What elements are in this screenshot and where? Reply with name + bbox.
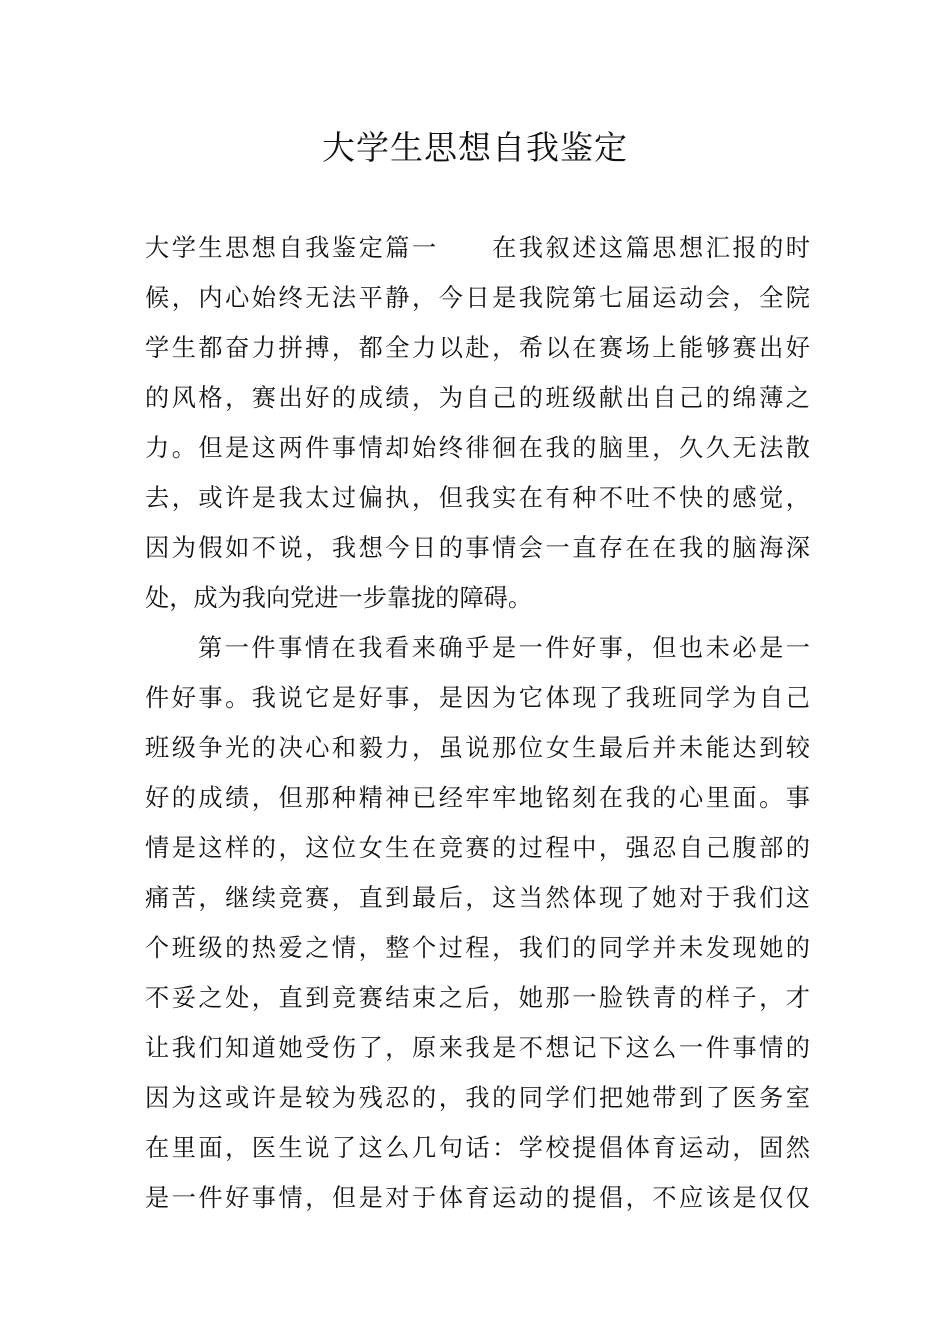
paragraph-line: 个班级的热爱之情，整个过程，我们的同学并未发现她的 [145, 934, 810, 962]
paragraph-line: 因为假如不说，我想今日的事情会一直存在在我的脑海深 [145, 534, 810, 562]
paragraph-line: 是一件好事情，但是对于体育运动的提倡，不应该是仅仅 [145, 1184, 810, 1212]
paragraph-line: 在里面，医生说了这么几句话：学校提倡体育运动，固然 [145, 1134, 810, 1162]
paragraph-line: 力。但是这两件事情却始终徘徊在我的脑里，久久无法散 [145, 434, 810, 462]
document-title: 大学生思想自我鉴定 [322, 128, 628, 167]
paragraph-line: 的风格，赛出好的成绩，为自己的班级献出自己的绵薄之 [145, 384, 810, 412]
paragraph-line: 去，或许是我太过偏执，但我实在有种不吐不快的感觉， [145, 484, 810, 512]
paragraph-line: 不妥之处，直到竞赛结束之后，她那一脸铁青的样子，才 [145, 984, 810, 1012]
paragraph-line: 情是这样的，这位女生在竞赛的过程中，强忍自己腹部的 [145, 834, 810, 862]
paragraph-line: 让我们知道她受伤了，原来我是不想记下这么一件事情的 [145, 1034, 810, 1062]
paragraph-line: 候，内心始终无法平静，今日是我院第七届运动会，全院 [145, 284, 810, 312]
paragraph-line: 因为这或许是较为残忍的，我的同学们把她带到了医务室 [145, 1084, 810, 1112]
paragraph-line: 好的成绩，但那种精神已经牢牢地铭刻在我的心里面。事 [145, 784, 810, 812]
paragraph-line: 件好事。我说它是好事，是因为它体现了我班同学为自己 [145, 684, 810, 712]
paragraph-line: 班级争光的决心和毅力，虽说那位女生最后并未能达到较 [145, 734, 810, 762]
paragraph-line: 第一件事情在我看来确乎是一件好事，但也未必是一 [198, 634, 810, 662]
paragraph-line: 大学生思想自我鉴定篇一 在我叙述这篇思想汇报的时 [145, 234, 810, 262]
paragraph-line: 痛苦，继续竞赛，直到最后，这当然体现了她对于我们这 [145, 884, 810, 912]
paragraph-line: 处，成为我向党进一步靠拢的障碍。 [145, 584, 533, 612]
paragraph-line: 学生都奋力拼搏，都全力以赴，希以在赛场上能够赛出好 [145, 334, 810, 362]
